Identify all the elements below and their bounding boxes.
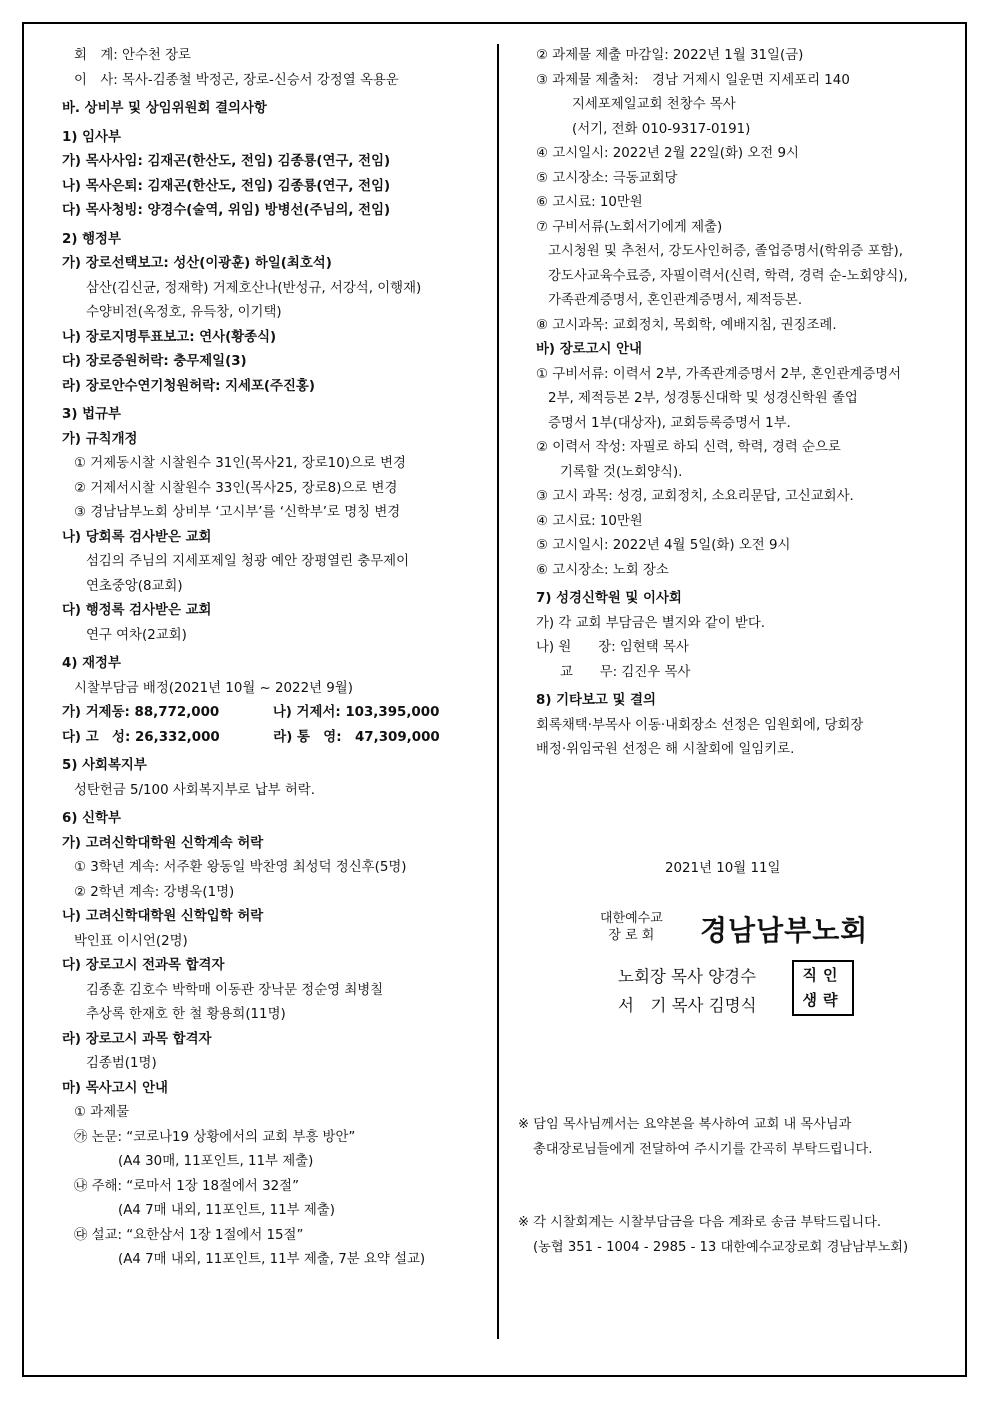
left-column-line: 4) 재정부	[62, 656, 121, 671]
left-column-line: ③ 경남남부노회 상비부 ‘고시부’를 ‘신학부’로 명칭 변경	[74, 505, 401, 520]
left-column-line: 라) 장로안수연기청원허락: 지세포(주진홍)	[62, 378, 315, 394]
left-column-line: 이 사: 목사-김종철 박정곤, 장로-신승서 강정열 옥용운	[74, 72, 399, 88]
right-column-line: ② 이력서 작성: 자필로 하되 신력, 학력, 경력 순으로	[536, 440, 841, 455]
seal-line-2: 생략	[802, 991, 844, 1009]
right-column	[536, 44, 956, 763]
left-column-line: (A4 30매, 11포인트, 11부 제출)	[118, 1154, 314, 1169]
document-date: 2021년 10월 11일	[665, 861, 781, 876]
right-column-line: (서기, 전화 010-9317-0191)	[572, 121, 751, 137]
left-column-line: 5) 사회복지부	[62, 758, 147, 773]
note-line: (농협 351 - 1004 - 2985 - 13 대한예수교장로회 경남남부노회)	[533, 1240, 909, 1255]
right-column-line: 고시청원 및 추천서, 강도사인허증, 졸업증명서(학위증 포함),	[548, 244, 903, 259]
left-column-line: ② 2학년 계속: 강병욱(1명)	[74, 884, 235, 900]
left-column-line: 1) 임사부	[62, 129, 121, 145]
right-column-line: 2부, 제적등본 2부, 성경통신대학 및 성경신학원 졸업	[548, 391, 858, 406]
left-column-line: 3) 법규부	[62, 407, 121, 422]
left-column-line: 바. 상비부 및 상임위원회 결의사항	[62, 101, 267, 116]
note-line: ※ 담임 목사님께서는 요약본을 복사하여 교회 내 목사님과	[518, 1117, 852, 1132]
right-column-line: ⑧ 고시과목: 교회정치, 목회학, 예배지침, 권징조례.	[536, 317, 837, 333]
note-account	[518, 1210, 908, 1260]
left-column-line: 회 계: 안수천 장로	[74, 48, 191, 63]
left-column-line: 나) 목사은퇴: 김재곤(한산도, 전임) 김종룡(연구, 전임)	[62, 178, 391, 194]
left-column-line: 박인표 이시언(2명)	[74, 933, 188, 949]
right-column-line: ④ 고시일시: 2022년 2월 22일(화) 오전 9시	[536, 146, 799, 161]
left-column-line: 나) 고려신학대학원 신학입학 허락	[62, 909, 264, 924]
denomination-line-2: 장 로 회	[608, 928, 655, 943]
right-column-line: 가족관계증명서, 혼인관계증명서, 제적등본.	[548, 293, 803, 308]
note-line: ※ 각 시찰회계는 시찰부담금을 다음 계좌로 송금 부탁드립니다.	[518, 1215, 882, 1230]
right-column-line: ⑦ 구비서류(노회서기에게 제출)	[536, 219, 723, 235]
left-column-line: 김종범(1명)	[86, 1056, 157, 1071]
clerk-line: 서 기 목사 김명식	[618, 996, 757, 1015]
left-column-line: 삼산(김신균, 정재학) 거제호산나(반성규, 서강석, 이행재)	[86, 280, 422, 296]
left-column-line: 추상록 한재호 한 철 황용희(11명)	[86, 1007, 286, 1022]
right-column-line: 강도사교육수료증, 자필이력서(신력, 학력, 경력 순-노회양식),	[548, 268, 908, 284]
left-column-line: 마) 목사고시 안내	[62, 1080, 168, 1096]
note-pastors	[518, 1112, 872, 1162]
seal-line-1: 직인	[802, 966, 844, 984]
left-column-line: 다) 고 성: 26,332,000 라) 통 영: 47,309,000	[62, 729, 440, 745]
left-column-line: 가) 규칙개정	[62, 431, 138, 447]
seal-omitted-box	[792, 960, 854, 1016]
presbytery-name: 경남남부노회	[700, 914, 869, 947]
right-column-line: ④ 고시료: 10만원	[536, 513, 643, 529]
right-column-line: ② 과제물 제출 마감일: 2022년 1월 31일(금)	[536, 48, 804, 63]
left-column-line: 6) 신학부	[62, 811, 121, 826]
right-column-line: 배정·위임국원 선정은 해 시찰회에 일임키로.	[536, 742, 795, 757]
signatories	[618, 962, 757, 1020]
right-column-line: 나) 원 장: 임현택 목사	[536, 640, 689, 655]
left-column-line: 2) 행정부	[62, 231, 121, 247]
left-column-line: ㉯ 주해: “로마서 1장 18절에서 32절”	[74, 1178, 300, 1194]
right-column-line: ① 구비서류: 이력서 2부, 가족관계증명서 2부, 혼인관계증명서	[536, 366, 902, 382]
right-column-line: 지세포제일교회 천창수 목사	[572, 97, 736, 112]
right-column-line: ⑥ 고시장소: 노회 장소	[536, 562, 669, 578]
moderator-line: 노회장 목사 양경수	[618, 967, 757, 986]
left-column-line: 다) 장로증원허락: 충무제일(3)	[62, 354, 247, 369]
right-column-line: 기록할 것(노회양식).	[560, 464, 683, 480]
left-column-line: 시찰부담금 배정(2021년 10월 ~ 2022년 9월)	[74, 680, 353, 696]
left-column-line: (A4 7매 내외, 11포인트, 11부 제출)	[118, 1203, 335, 1218]
right-column-line: 회록채택·부목사 이동·내회장소 선정은 임원회에, 당회장	[536, 717, 864, 733]
left-column-line: 다) 장로고시 전과목 합격자	[62, 958, 225, 973]
right-column-line: ⑤ 고시장소: 극동교회당	[536, 170, 678, 186]
right-column-line: ③ 과제물 제출처: 경남 거제시 일운면 지세포리 140	[536, 72, 850, 88]
note-line: 총대장로님들에게 전달하여 주시기를 간곡히 부탁드립니다.	[533, 1142, 873, 1157]
left-column-line: 가) 고려신학대학원 신학계속 허락	[62, 835, 264, 851]
left-column-line: 가) 거제동: 88,772,000 나) 거제서: 103,395,000	[62, 705, 440, 720]
denomination-label	[600, 910, 663, 944]
left-column-line: ② 거제서시찰 시찰원수 33인(목사25, 장로8)으로 변경	[74, 480, 398, 496]
left-column-line: 성탄헌금 5/100 사회복지부로 납부 허락.	[74, 782, 315, 798]
left-column-line: ㉰ 설교: “요한삼서 1장 1절에서 15절”	[74, 1227, 304, 1243]
left-column-line: ㉮ 논문: “코로나19 상황에서의 교회 부흥 방안”	[74, 1129, 356, 1145]
right-column-line: 증명서 1부(대상자), 교회등록증명서 1부.	[548, 415, 791, 431]
left-column	[62, 44, 492, 1273]
left-column-line: 가) 장로선택보고: 성산(이광훈) 하일(최호석)	[62, 256, 332, 271]
right-column-line: ⑤ 고시일시: 2022년 4월 5일(화) 오전 9시	[536, 538, 791, 553]
right-column-line: ⑥ 고시료: 10만원	[536, 195, 643, 210]
left-column-line: 수양비전(옥정호, 유득창, 이기택)	[86, 305, 282, 320]
left-column-line: 다) 행정록 검사받은 교회	[62, 603, 212, 618]
left-column-line: 김종훈 김호수 박학매 이동관 장낙문 정순영 최병칠	[86, 982, 384, 998]
left-column-line: (A4 7매 내외, 11포인트, 11부 제출, 7분 요약 설교)	[118, 1252, 426, 1267]
denomination-line-1: 대한예수교	[600, 911, 663, 926]
left-column-line: 연초중앙(8교회)	[86, 578, 183, 594]
right-column-line: ③ 고시 과목: 성경, 교회정치, 소요리문답, 고신교회사.	[536, 489, 854, 504]
left-column-line: 나) 장로지명투표보고: 연사(황종식)	[62, 329, 277, 345]
right-column-line: 교 무: 김진우 목사	[560, 664, 691, 680]
left-column-line: 가) 목사사임: 김재곤(한산도, 전임) 김종룡(연구, 전임)	[62, 154, 391, 169]
left-column-line: 나) 당회록 검사받은 교회	[62, 529, 212, 545]
left-column-line: 라) 장로고시 과목 합격자	[62, 1031, 212, 1047]
right-column-line: 바) 장로고시 안내	[536, 342, 642, 357]
left-column-line: 연구 여차(2교회)	[86, 627, 187, 643]
left-column-line: ① 3학년 계속: 서주환 왕동일 박찬영 최성덕 정신후(5명)	[74, 860, 407, 875]
right-column-line: 8) 기타보고 및 결의	[536, 693, 656, 708]
left-column-line: 다) 목사청빙: 양경수(술역, 위임) 방병선(주님의, 전임)	[62, 203, 391, 218]
right-column-line: 7) 성경신학원 및 이사회	[536, 591, 682, 606]
right-column-line: 가) 각 교회 부담금은 별지와 같이 받다.	[536, 615, 766, 631]
left-column-line: ① 과제물	[74, 1105, 130, 1120]
column-divider	[497, 44, 499, 1339]
left-column-line: 섬김의 주님의 지세포제일 청광 예안 장평열린 충무제이	[86, 554, 410, 569]
left-column-line: ① 거제동시찰 시찰원수 31인(목사21, 장로10)으로 변경	[74, 456, 406, 471]
